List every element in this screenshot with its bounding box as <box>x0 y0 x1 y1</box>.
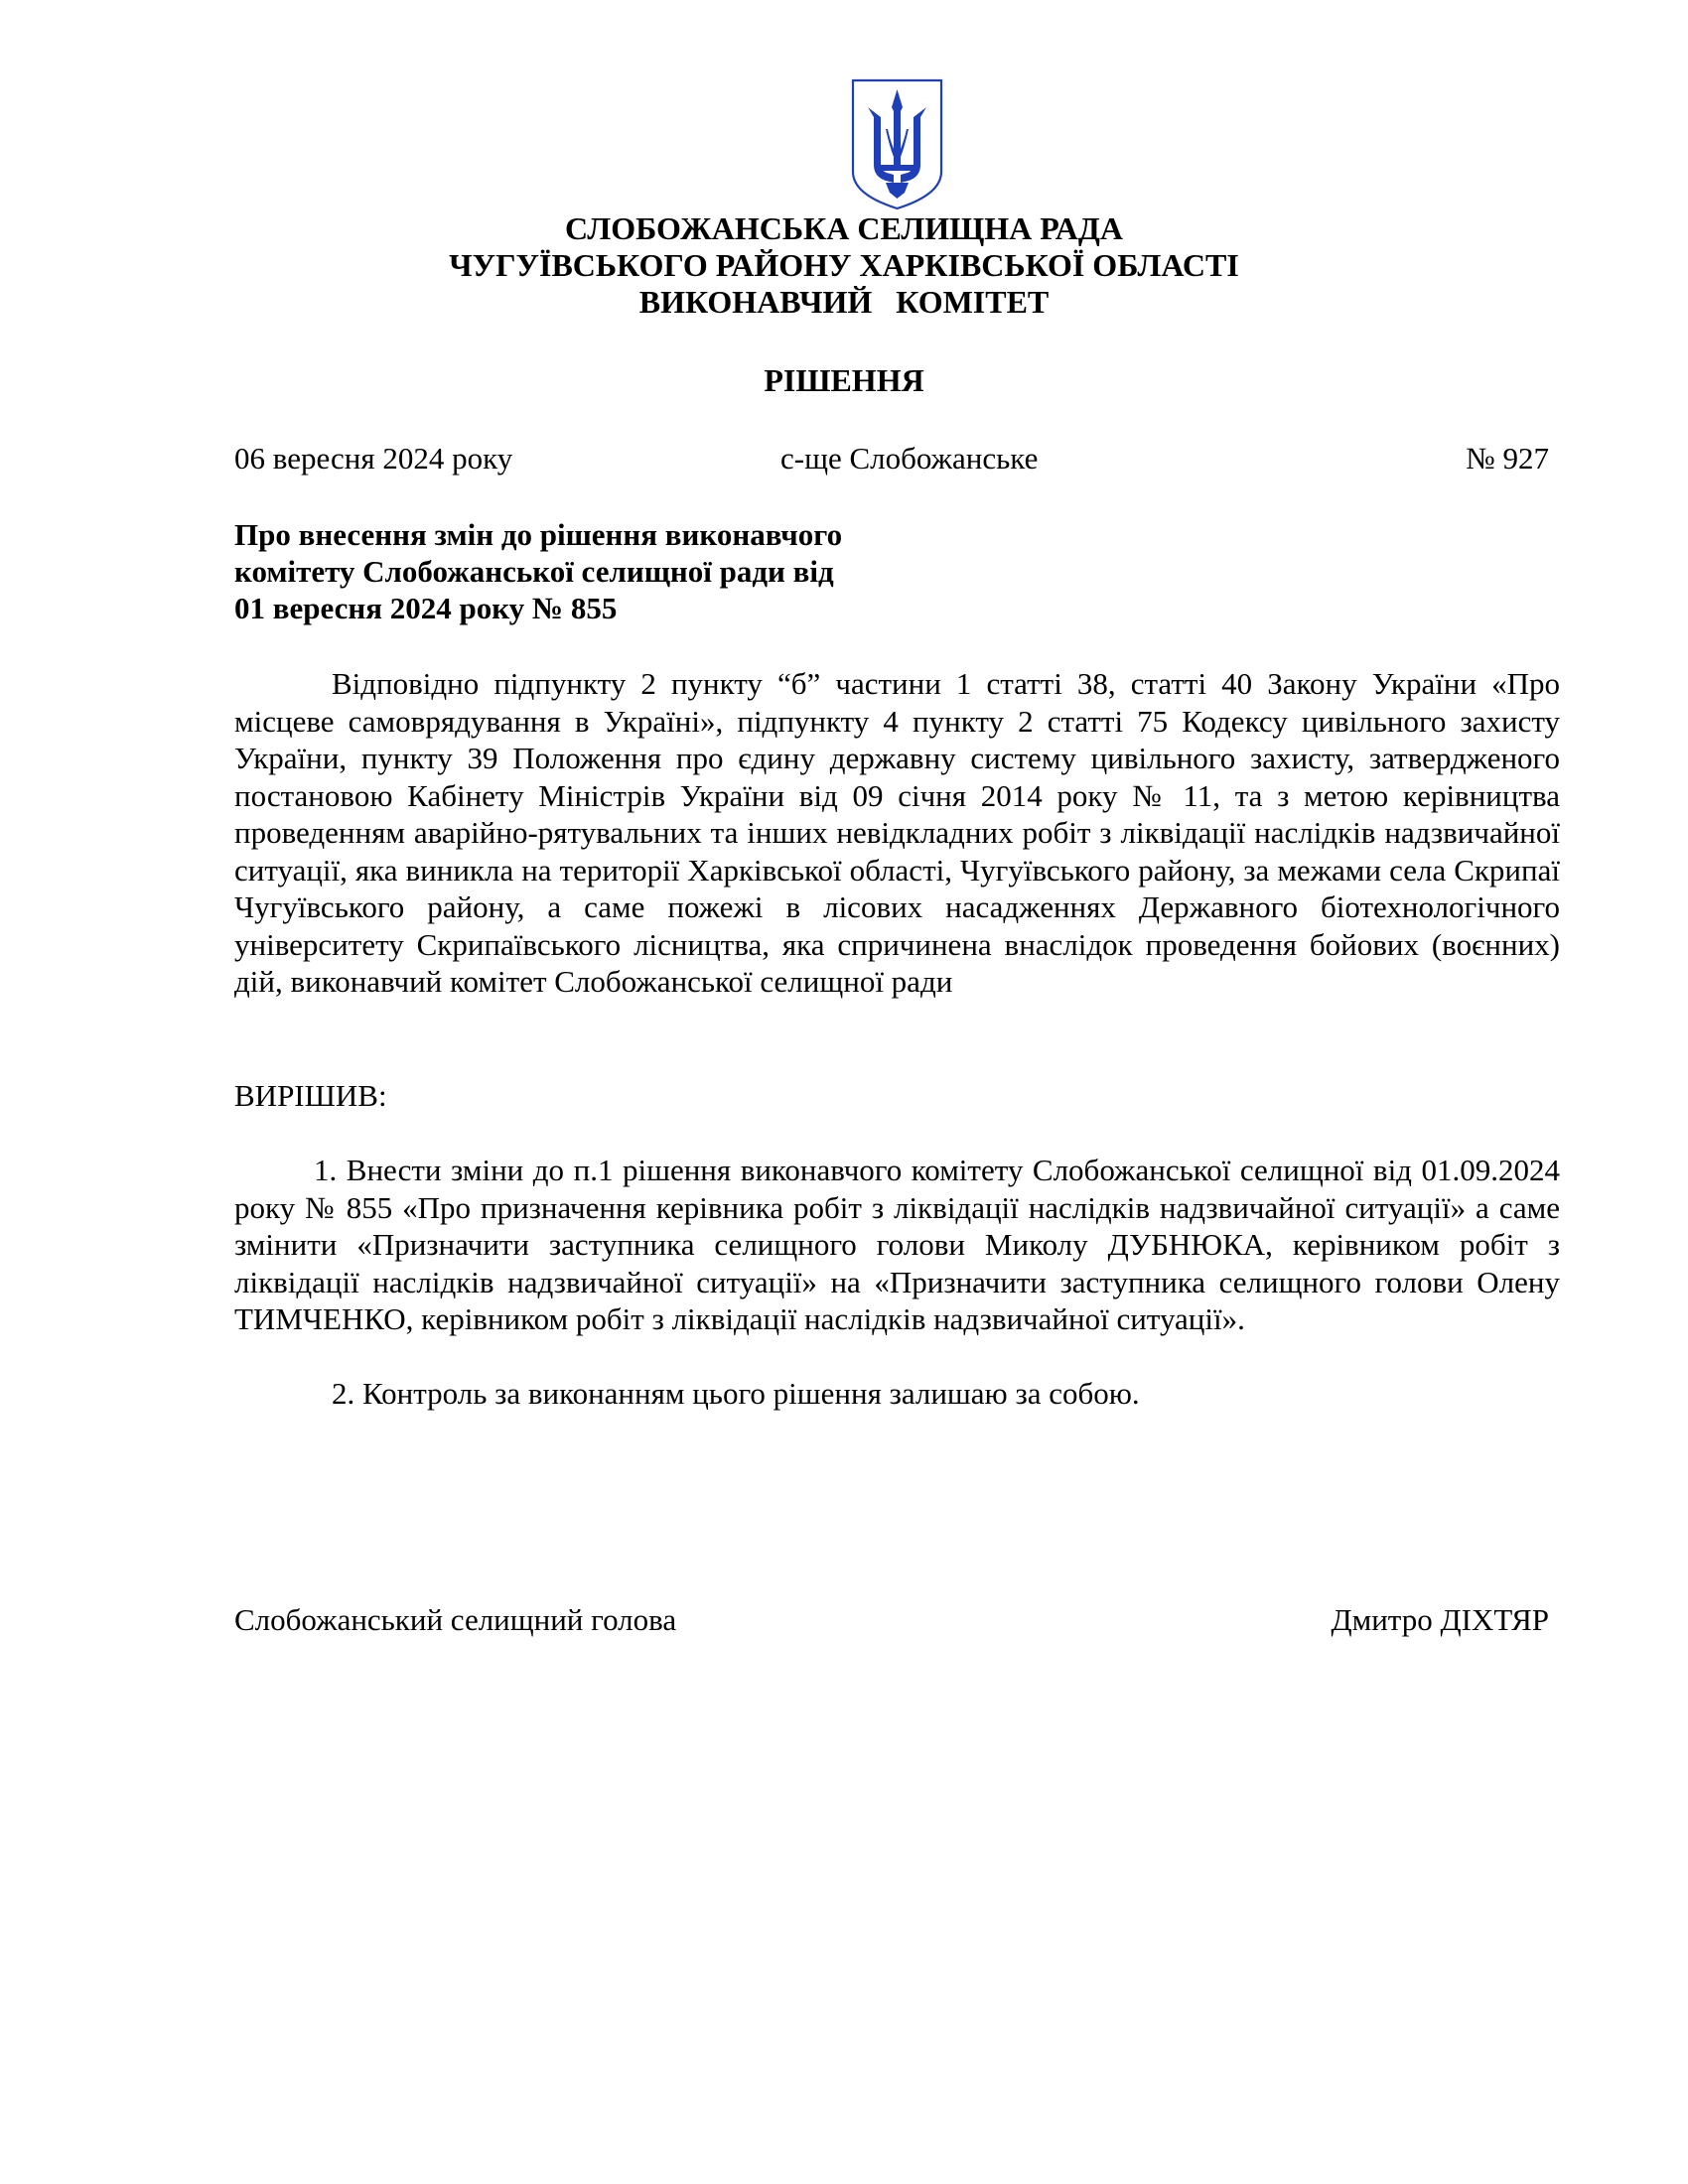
decision-date: 06 вересня 2024 року <box>234 441 513 476</box>
signatory-title: Слобожанський селищний голова <box>234 1602 677 1637</box>
issuer-committee: ВИКОНАВЧИЙ КОМІТЕТ <box>638 284 1050 320</box>
issuer-header <box>0 210 1688 321</box>
resolution-item-2: 2. Контроль за виконанням цього рішення залишаю за собою. <box>332 1376 1140 1411</box>
trident-coat-of-arms-icon <box>850 77 944 211</box>
decision-place: с-ще Слобожанське <box>780 441 1039 476</box>
resolution-item-1: 1. Внести зміни до п.1 рішення виконавчого комітету Слобожанської селищної від 01.09.2024 року № 855 «Про призначення керівника робіт з ліквідації наслідків надзвичайної ситуації» а саме змінити «Призначити заступника селищного голови Миколу ДУБНЮКА, керівником робіт з ліквідації наслідків надзвичайної ситуації» на «Призначити заступника селищного голови Олену ТИМЧЕНКО, керівником робіт з ліквідації наслідків надзвичайної ситуації». <box>234 1153 1560 1336</box>
signatory-name: Дмитро ДІХТЯР <box>1331 1602 1549 1637</box>
decision-number: № 927 <box>1466 441 1549 476</box>
subject-line: комітету Слобожанської селищної ради від <box>234 554 834 589</box>
subject-line: 01 вересня 2024 року № 855 <box>234 591 618 625</box>
decision-title: РІШЕННЯ <box>764 362 924 398</box>
issuer-district: ЧУГУЇВСЬКОГО РАЙОНУ ХАРКІВСЬКОЇ ОБЛАСТІ <box>449 247 1239 283</box>
issuer-council: СЛОБОЖАНСЬКА СЕЛИЩНА РАДА <box>565 210 1123 246</box>
resolved-label: ВИРІШИВ: <box>234 1078 387 1113</box>
decision-subject <box>234 516 989 626</box>
decision-meta <box>234 440 1549 479</box>
subject-line: Про внесення змін до рішення виконавчого <box>234 517 843 552</box>
preamble-paragraph: Відповідно підпункту 2 пункту “б” частини 1 статті 38, статті 40 Закону України «Про місцеве самоврядування в Україні», підпункту 4 пункту 2 статті 75 Кодексу цивільного захисту України, пункту 39 Положення про єдину державну систему цивільного захисту, затвердженого постановою Кабінету Міністрів України від 09 січня 2014 року № 11, та з метою керівництва проведенням аварійно-рятувальних та інших невідкладних робіт з ліквідації наслідків надзвичайної ситуації, яка виникла на території Харківської області, Чугуївського району, за межами села Скрипаї Чугуївського району, а саме пожежі в лісових насадженнях Державного біотехнологічного університету Скрипаївського лісництва, яка спричинена внаслідок проведення бойових (воєнних) дій, виконавчий комітет Слобожанської селищної ради <box>234 666 1560 999</box>
signature-block <box>234 1601 1549 1641</box>
